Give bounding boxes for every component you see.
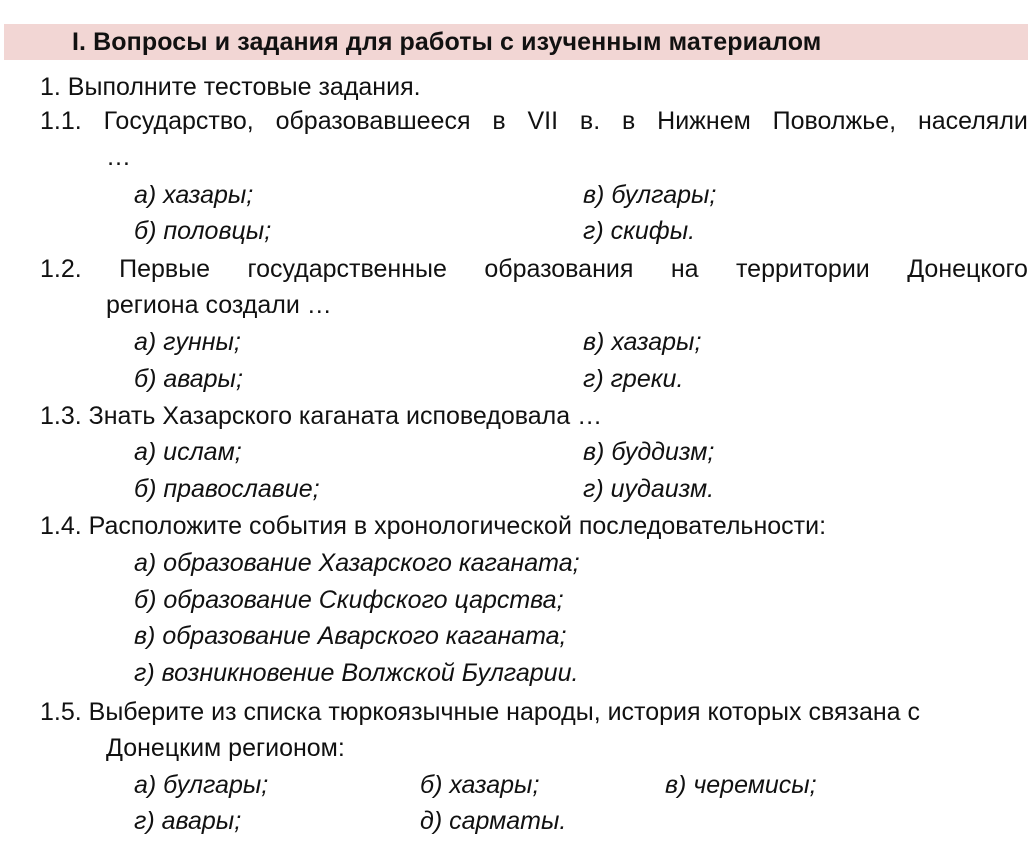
option-b: б) половцы;	[134, 217, 272, 245]
question-1-1-continuation: …	[106, 143, 131, 171]
question-word: на	[670, 255, 699, 283]
question-word: государственные	[247, 255, 447, 283]
option-v: в) буддизм;	[583, 438, 715, 466]
question-word: территории	[736, 255, 870, 283]
option-v: в) черемисы;	[665, 771, 817, 799]
question-1-1-line	[40, 106, 1028, 136]
question-1-4: 1.4. Расположите события в хронологической последовательности:	[40, 512, 827, 540]
option-v: в) хазары;	[583, 328, 702, 356]
question-word: Нижнем	[657, 107, 751, 135]
option-a: а) гунны;	[134, 328, 241, 356]
section-title: I. Вопросы и задания для работы с изученным материалом	[72, 28, 822, 56]
question-1-2-line	[40, 254, 1028, 284]
question-number: 1.1.	[40, 107, 82, 135]
question-1-2-continuation: региона создали …	[106, 291, 332, 319]
option-g: г) скифы.	[583, 217, 696, 245]
option-g: г) греки.	[583, 365, 684, 393]
question-word: VII	[527, 107, 559, 135]
task-heading: 1. Выполните тестовые задания.	[40, 73, 421, 101]
option-b: б) образование Скифского царства;	[134, 586, 564, 614]
question-word: Государство,	[103, 107, 254, 135]
option-g: г) авары;	[134, 807, 242, 835]
question-word: в	[492, 107, 506, 135]
question-word: Донецкого	[907, 255, 1028, 283]
option-a: а) ислам;	[134, 438, 242, 466]
question-word: образовавшееся	[275, 107, 471, 135]
option-a: а) булгары;	[134, 771, 269, 799]
question-number: 1.2.	[40, 255, 82, 283]
option-a: а) хазары;	[134, 181, 254, 209]
question-1-5-continuation: Донецким регионом:	[106, 734, 345, 762]
question-word: населяли	[917, 107, 1028, 135]
option-b: б) хазары;	[420, 771, 540, 799]
option-g: г) возникновение Волжской Булгарии.	[134, 659, 579, 687]
question-word: Поволжье,	[772, 107, 897, 135]
question-1-3: 1.3. Знать Хазарского каганата исповедовала …	[40, 402, 603, 430]
question-word: в.	[579, 107, 601, 135]
option-b: б) авары;	[134, 365, 243, 393]
question-word: в	[622, 107, 636, 135]
option-a: а) образование Хазарского каганата;	[134, 549, 580, 577]
question-word: Первые	[119, 255, 211, 283]
question-1-5: 1.5. Выберите из списка тюркоязычные народы, история которых связана с	[40, 698, 921, 726]
option-v: в) образование Аварского каганата;	[134, 622, 567, 650]
option-v: в) булгары;	[583, 181, 717, 209]
option-b: б) православие;	[134, 475, 320, 503]
question-word: образования	[484, 255, 634, 283]
option-g: г) иудаизм.	[583, 475, 715, 503]
option-d: д) сарматы.	[420, 807, 567, 835]
